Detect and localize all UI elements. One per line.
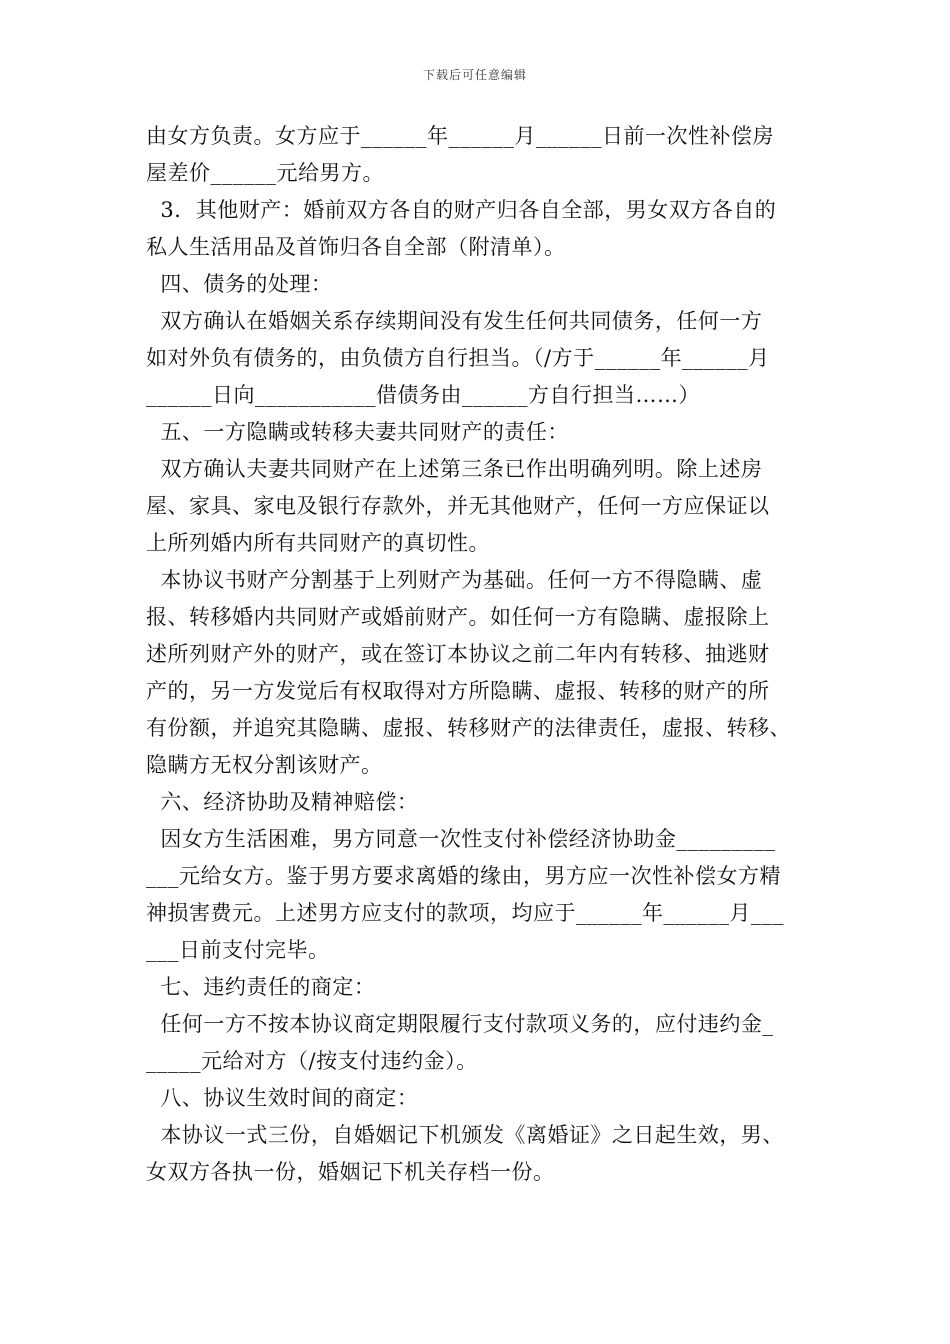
- text-line: 由女方负责。女方应于______年______月______日前一次性补偿房: [146, 124, 774, 148]
- page-header: 下载后可任意编辑: [422, 68, 527, 82]
- section-heading: 八、协议生效时间的商定：: [146, 1086, 419, 1110]
- text-line: 神损害费元。上述男方应支付的款项，均应于______年______月___: [146, 901, 784, 925]
- text-line: 因女方生活困难，男方同意一次性支付补偿经济协助金_________: [146, 827, 776, 851]
- text-line: 如对外负有债务的，由负债方自行担当。（/方于______年______月: [146, 346, 770, 370]
- text-line: 本协议书财产分割基于上列财产为基础。任何一方不得隐瞒、虚: [146, 568, 763, 592]
- document-body: [146, 118, 826, 1191]
- text-line: 3．其他财产：婚前双方各自的财产归各自全部，男女双方各自的: [146, 198, 777, 222]
- text-line: ___元给女方。鉴于男方要求离婚的缘由，男方应一次性补偿女方精: [146, 864, 781, 888]
- text-line: ______日向___________借债务由______方自行担当……）: [146, 383, 700, 407]
- text-line: 上所列婚内所有共同财产的真切性。: [146, 531, 490, 555]
- text-line: 隐瞒方无权分割该财产。: [146, 753, 383, 777]
- text-line: 报、转移婚内共同财产或婚前财产。如任何一方有隐瞒、虚报除上: [146, 605, 770, 629]
- text-line: 屋、家具、家电及银行存款外，并无其他财产，任何一方应保证以: [146, 494, 770, 518]
- text-line: 女双方各执一份，婚姻记下机关存档一份。: [146, 1160, 555, 1184]
- section-heading: 四、债务的处理：: [146, 272, 333, 296]
- text-line: 述所列财产外的财产，或在签订本协议之前二年内有转移、抽逃财: [146, 642, 770, 666]
- text-line: 产的，另一方发觉后有权取得对方所隐瞒、虚报、转移的财产的所: [146, 679, 770, 703]
- section-heading: 五、一方隐瞒或转移夫妻共同财产的责任：: [146, 420, 569, 444]
- text-line: ___日前支付完毕。: [146, 938, 330, 962]
- text-line: _____元给对方（/按支付违约金）。: [146, 1049, 478, 1073]
- text-line: 本协议一式三份，自婚姻记下机颁发《离婚证》之日起生效，男、: [146, 1123, 784, 1147]
- section-heading: 六、经济协助及精神赔偿：: [146, 790, 419, 814]
- text-line: 双方确认夫妻共同财产在上述第三条已作出明确列明。除上述房: [146, 457, 763, 481]
- section-heading: 七、违约责任的商定：: [146, 975, 376, 999]
- text-line: 双方确认在婚姻关系存续期间没有发生任何共同债务，任何一方: [146, 309, 763, 333]
- text-line: 有份额，并追究其隐瞒、虚报、转移财产的法律责任，虚报、转移、: [146, 716, 791, 740]
- text-line: 私人生活用品及首饰归各自全部（附清单）。: [146, 235, 566, 259]
- text-line: 任何一方不按本协议商定期限履行支付款项义务的，应付违约金_: [146, 1012, 774, 1036]
- text-line: 屋差价______元给男方。: [146, 161, 384, 185]
